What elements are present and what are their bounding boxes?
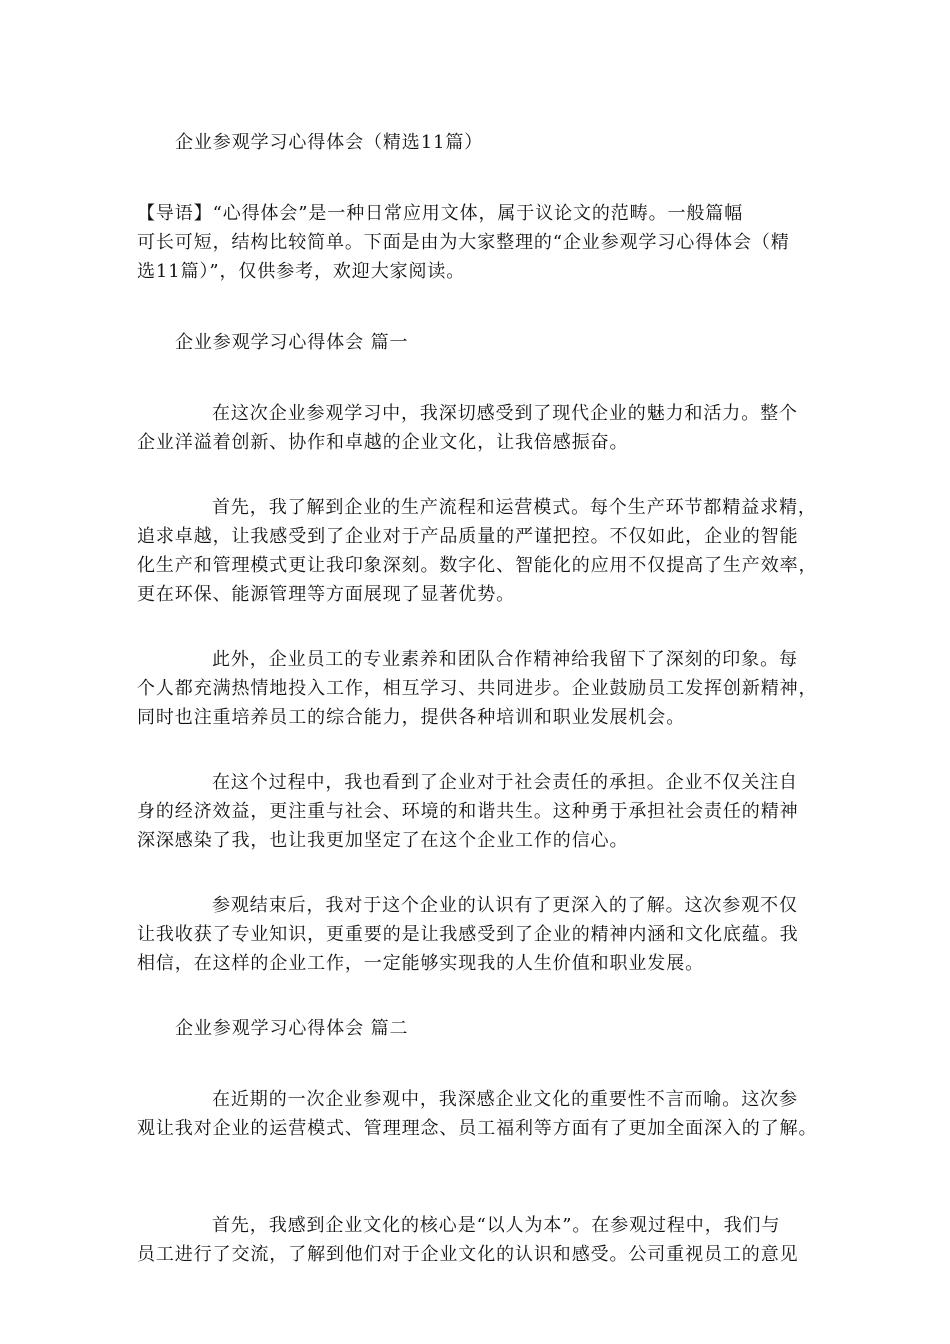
paragraph — [137, 891, 821, 978]
paragraph-line: 在这次企业参观学习中，我深切感受到了现代企业的魅力和活力。整个 — [212, 403, 798, 424]
spacer — [137, 157, 821, 199]
paragraph — [137, 1211, 821, 1269]
intro-line: 【导语】“心得体会”是一种日常应用文体，属于议论文的范畴。一般篇幅 — [137, 203, 744, 224]
paragraph-line: 此外，企业员工的专业素养和团队合作精神给我留下了深刻的印象。每 — [212, 649, 798, 670]
spacer — [137, 357, 821, 399]
paragraph-line: 深深感染了我，也让我更加坚定了在这个企业工作的信心。 — [137, 830, 629, 851]
paragraph-line: 员工进行了交流，了解到他们对于企业文化的认识和感受。公司重视员工的意见 — [137, 1244, 799, 1265]
paragraph-line: 更在环保、能源管理等方面展现了显著优势。 — [137, 584, 515, 605]
spacer — [137, 732, 821, 768]
paragraph-line: 追求卓越，让我感受到了企业对于产品质量的严谨把控。不仅如此，企业的智能 — [137, 526, 799, 547]
paragraph-line: 个人都充满热情地投入工作，相互学习、共同进步。企业鼓励员工发挥创新精神， — [137, 678, 818, 699]
paragraph-line: 参观结束后，我对于这个企业的认识有了更深入的了解。这次参观不仅 — [212, 895, 798, 916]
intro-line: 可长可短，结构比较简单。下面是由为大家整理的“企业参观学习心得体会（精 — [137, 232, 790, 253]
paragraph-line: 在近期的一次企业参观中，我深感企业文化的重要性不言而喻。这次参 — [212, 1089, 798, 1110]
paragraph-line: 首先，我了解到企业的生产流程和运营模式。每个生产环节都精益求精， — [212, 497, 817, 518]
paragraph-line: 相信，在这样的企业工作，一定能够实现我的人生价值和职业发展。 — [137, 953, 704, 974]
spacer — [137, 286, 821, 328]
spacer — [137, 1043, 821, 1085]
spacer — [137, 855, 821, 891]
paragraph — [137, 1085, 821, 1143]
paragraph — [137, 493, 821, 609]
paragraph — [137, 768, 821, 855]
paragraph-line: 企业洋溢着创新、协作和卓越的企业文化，让我倍感振奋。 — [137, 432, 629, 453]
paragraph-line: 在这个过程中，我也看到了企业对于社会责任的承担。企业不仅关注自 — [212, 772, 798, 793]
section-heading-2: 企业参观学习心得体会 篇二 — [175, 1018, 409, 1039]
intro-line: 选11篇）”，仅供参考，欢迎大家阅读。 — [137, 261, 466, 282]
spacer — [137, 457, 821, 493]
spacer — [137, 978, 821, 1014]
paragraph — [137, 399, 821, 457]
intro-paragraph — [137, 199, 821, 286]
paragraph — [137, 645, 821, 732]
paragraph-line: 身的经济效益，更注重与社会、环境的和谐共生。这种勇于承担社会责任的精神 — [137, 801, 799, 822]
paragraph-line: 同时也注重培养员工的综合能力，提供各种培训和职业发展机会。 — [137, 707, 686, 728]
paragraph-line: 让我收获了专业知识，更重要的是让我感受到了企业的精神内涵和文化底蕴。我 — [137, 924, 799, 945]
spacer — [137, 609, 821, 645]
spacer — [137, 1143, 821, 1211]
section-heading-1: 企业参观学习心得体会 篇一 — [175, 332, 409, 353]
document-title: 企业参观学习心得体会（精选11篇） — [175, 132, 484, 153]
document-body — [137, 128, 821, 1269]
paragraph-line: 化生产和管理模式更让我印象深刻。数字化、智能化的应用不仅提高了生产效率， — [137, 555, 818, 576]
paragraph-line: 观让我对企业的运营模式、管理理念、员工福利等方面有了更加全面深入的了解。 — [137, 1118, 818, 1139]
paragraph-line: 首先，我感到企业文化的核心是“以人为本”。在参观过程中，我们与 — [212, 1215, 781, 1236]
